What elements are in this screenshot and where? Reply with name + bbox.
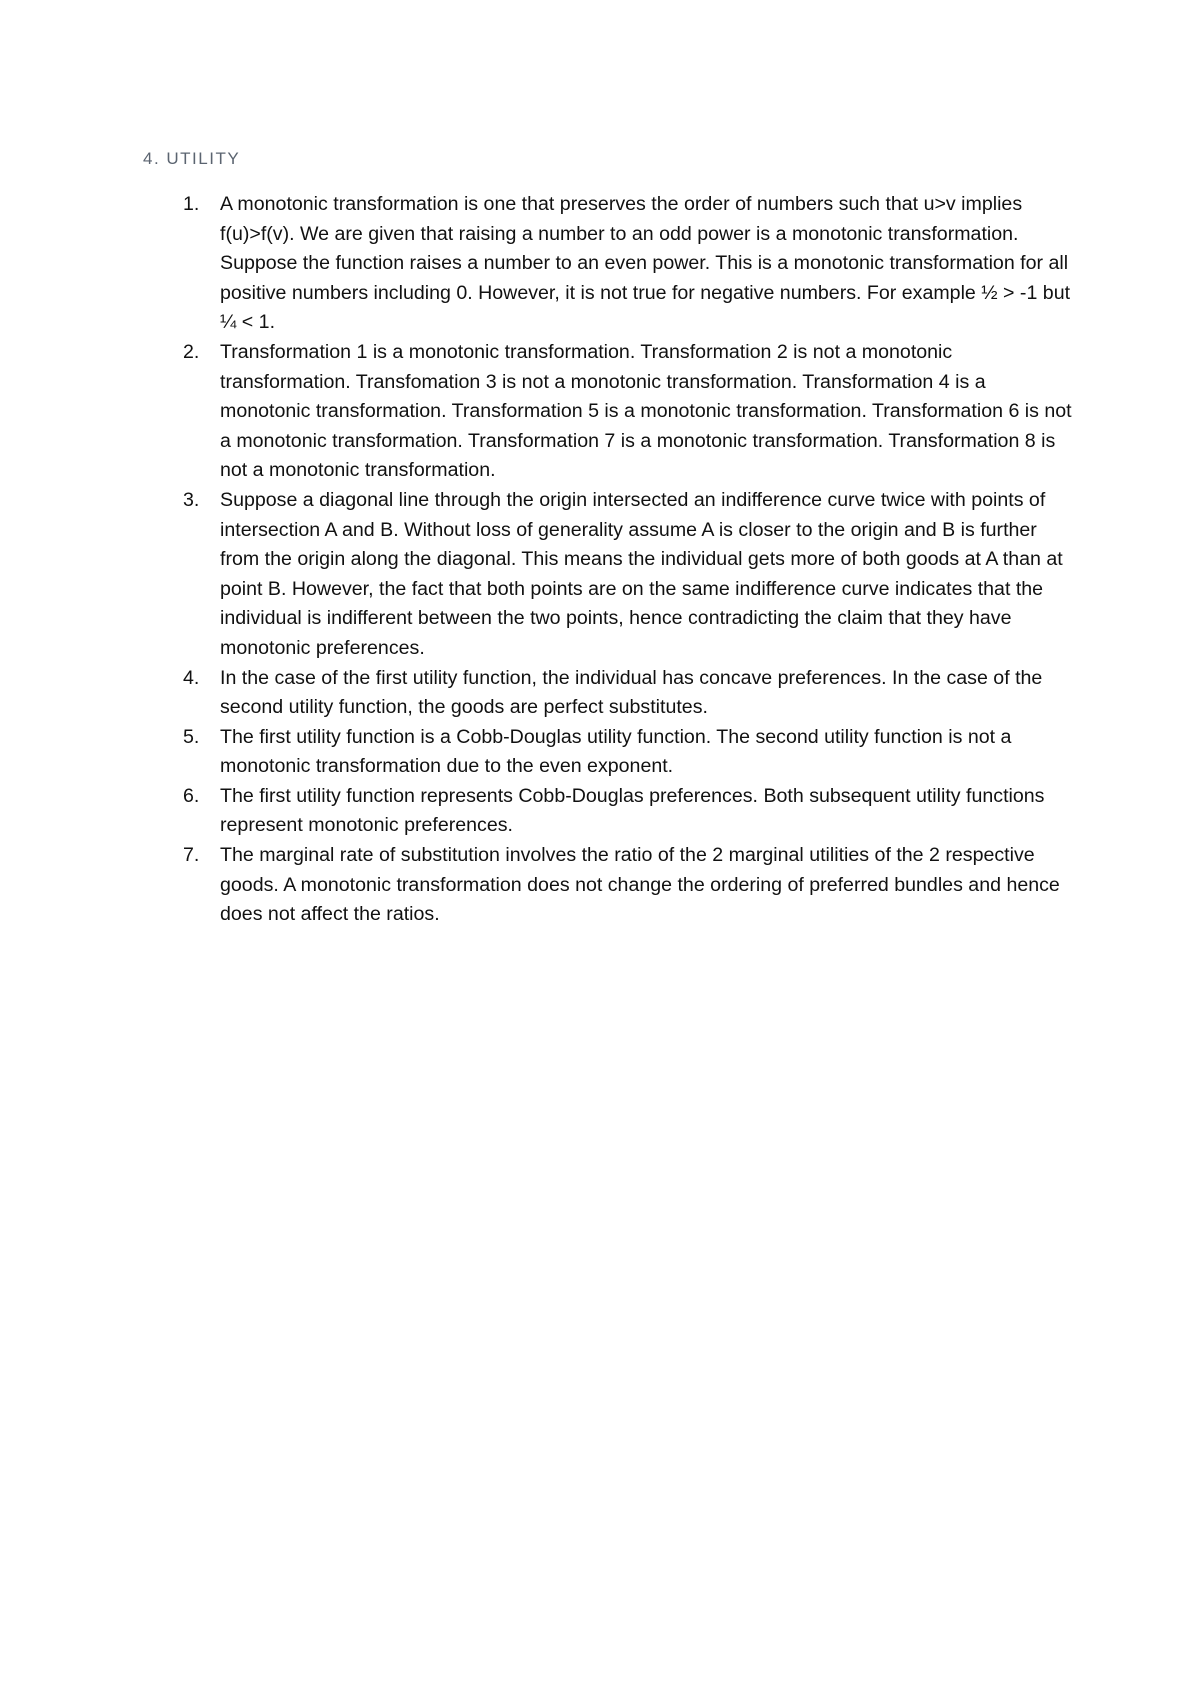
answer-item-2 bbox=[143, 338, 1073, 486]
answer-text: Transformation 1 is a monotonic transformation. Transformation 2 is not a monotonic transformation. Transfomation 3 is not a monotonic transformation. Transformation 4 is a monotonic transformation. Transformation 5 is a monotonic transformation. Transformation 6 is not a monotonic transformation. Transformation 7 is a monotonic transformation. Transformation 8 is not a monotonic transformation. bbox=[220, 340, 1072, 482]
answer-text: In the case of the first utility function, the individual has concave preferences. In the case of the second utility function, the goods are perfect substitutes. bbox=[220, 666, 1043, 719]
answer-text: A monotonic transformation is one that preserves the order of numbers such that u>v implies f(u)>f(v). We are given that raising a number to an odd power is a monotonic transformation. Suppose the function raises a number to an even power. This is a monotonic transformation for all positive numbers including 0. However, it is not true for negative numbers. For example ½ > -1 but ¼ < 1. bbox=[220, 193, 1071, 334]
list-number: 3. bbox=[183, 488, 200, 511]
answer-item-3 bbox=[143, 486, 1073, 664]
list-number: 5. bbox=[183, 725, 200, 748]
list-number: 1. bbox=[183, 193, 200, 215]
list-number: 2. bbox=[183, 340, 200, 363]
answer-list bbox=[143, 190, 1073, 930]
answer-text: Suppose a diagonal line through the origin intersected an indifference curve twice with points of intersection A and B. Without loss of generality assume A is closer to the origin and B is further from the origin along the diagonal. This means the individual gets more of both goods at A than at point B. However, the fact that both points are on the same indifference curve indicates that the individual is indifferent between the two points, hence contradicting the claim that they have monotonic preferences. bbox=[220, 488, 1063, 659]
list-number: 4. bbox=[183, 666, 200, 689]
answer-text: The first utility function represents Cobb-Douglas preferences. Both subsequent utility functions represent monotonic preferences. bbox=[220, 784, 1045, 837]
answer-item-5 bbox=[143, 723, 1073, 782]
answer-item-7 bbox=[143, 841, 1073, 930]
section-heading: 4. UTILITY bbox=[143, 149, 241, 168]
answer-text: The first utility function is a Cobb-Douglas utility function. The second utility function is not a monotonic transformation due to the even exponent. bbox=[220, 725, 1012, 778]
list-number: 6. bbox=[183, 784, 200, 807]
list-number: 7. bbox=[183, 844, 200, 867]
answer-item-6 bbox=[143, 782, 1073, 841]
answer-item-4 bbox=[143, 664, 1073, 723]
answer-item-1 bbox=[143, 190, 1073, 338]
answer-text: The marginal rate of substitution involves the ratio of the 2 marginal utilities of the 2 respective goods. A monotonic transformation does not change the ordering of preferred bundles and hence does not affect the ratios. bbox=[220, 844, 1060, 926]
